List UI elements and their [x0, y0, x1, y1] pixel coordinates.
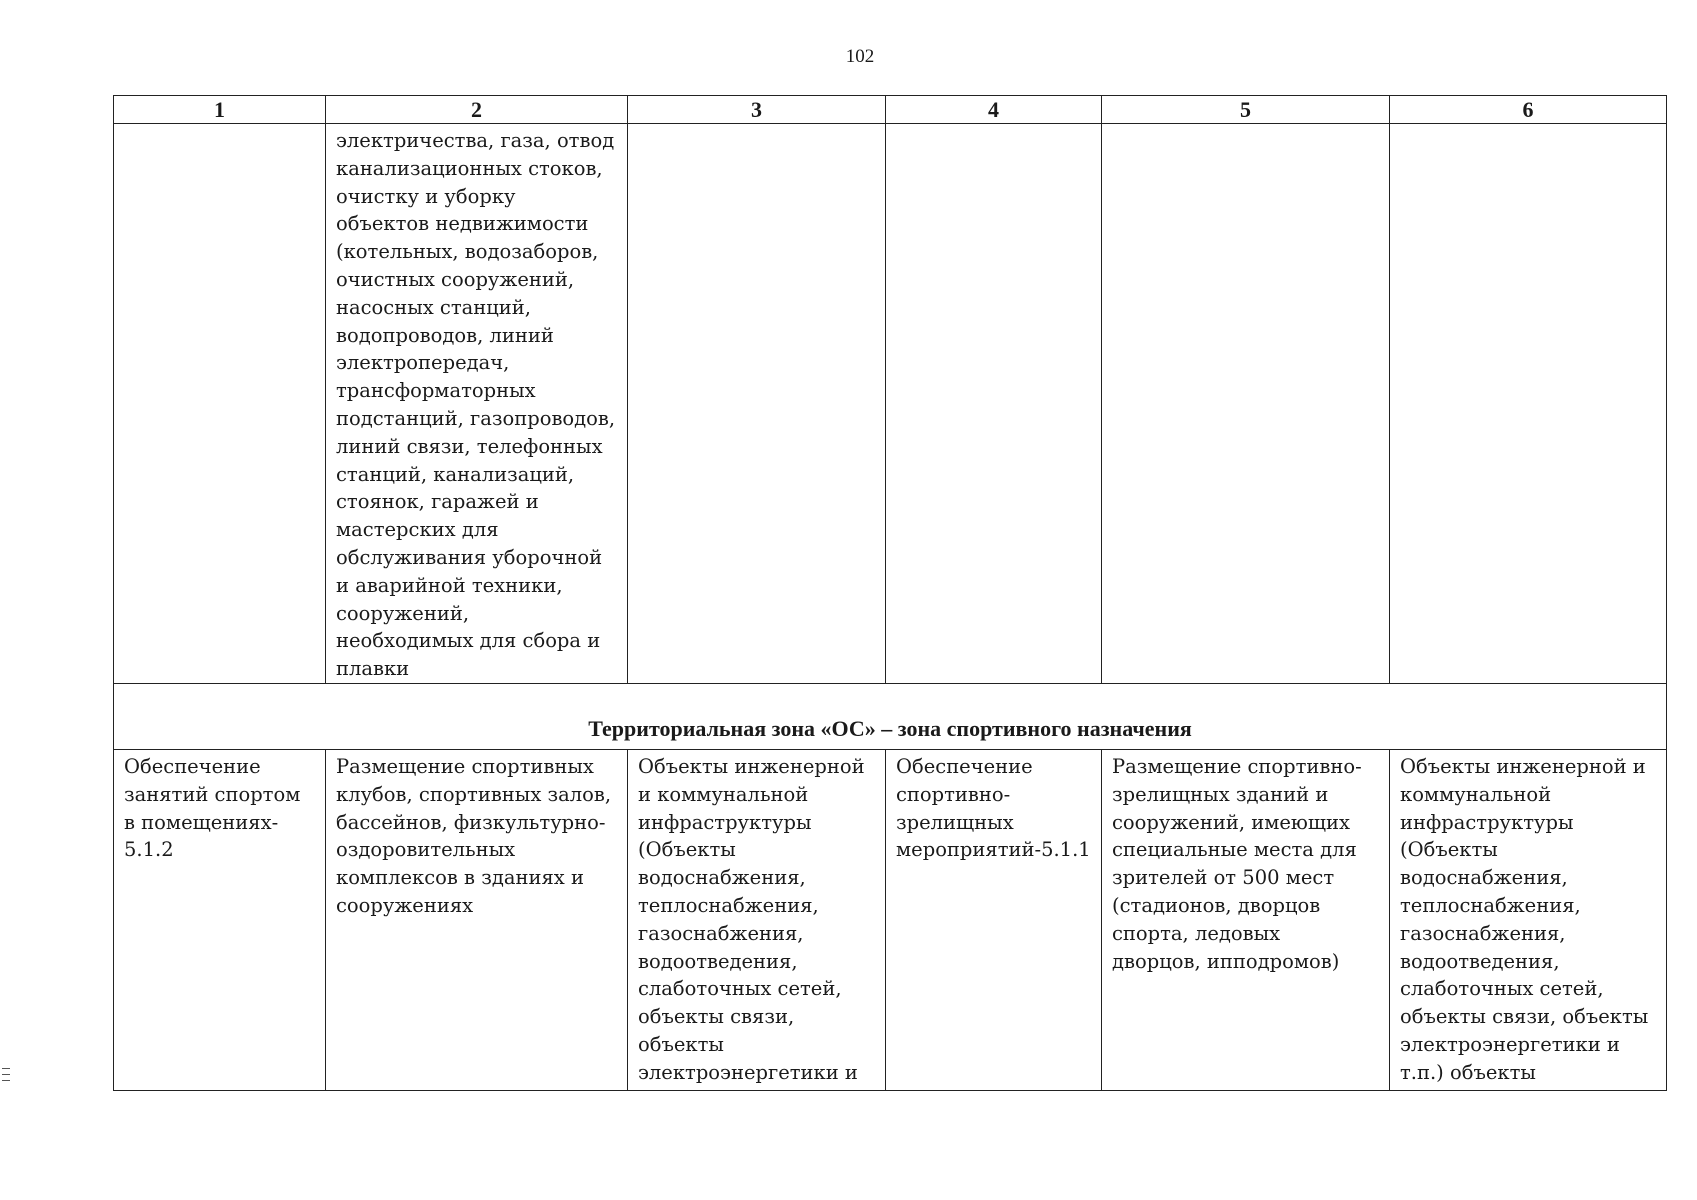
zone-heading-cell — [114, 684, 1667, 750]
column-header-1: 1 — [114, 96, 326, 124]
cell-text: Размещение спортивных клубов, спортивных залов, бассейнов, физкультурно- оздоровительных комплексов в зданиях и сооружениях — [336, 755, 612, 917]
column-header-5: 5 — [1102, 96, 1390, 124]
table-row — [114, 750, 1667, 1091]
table-cell — [628, 750, 886, 1091]
table-cell — [114, 750, 326, 1091]
cell-text: Объекты инженерной и коммунальной инфраструктуры (Объекты водоснабжения, теплоснабжения, газоснабжения, водоотведения, слаботочных сетей, объекты связи, объекты электроэнергетики и т.п.) объекты — [1400, 755, 1649, 1084]
table-cell — [114, 124, 326, 684]
cell-text: Размещение спортивно- зрелищных зданий и сооружений, имеющих специальные места для зрителей от 500 мест (стадионов, дворцов спорта, ледовых дворцов, ипподромов) — [1112, 755, 1362, 973]
table-cell — [1390, 750, 1667, 1091]
column-header-2: 2 — [326, 96, 628, 124]
column-header-4: 4 — [886, 96, 1102, 124]
zone-heading-row — [114, 684, 1667, 750]
column-header-6: 6 — [1390, 96, 1667, 124]
page-number: 102 — [845, 46, 875, 67]
column-number-header-row — [114, 96, 1667, 124]
table-row — [114, 124, 1667, 684]
table-cell — [1102, 750, 1390, 1091]
table-cell — [326, 124, 628, 684]
land-use-regulations-table — [113, 95, 1667, 1091]
table-cell — [1102, 124, 1390, 684]
cell-text: Обеспечение спортивно- зрелищных мероприятий-5.1.1 — [896, 755, 1091, 862]
table-cell — [1390, 124, 1667, 684]
zone-heading: Территориальная зона «ОС» – зона спортивного назначения — [588, 716, 1192, 742]
table-cell — [886, 124, 1102, 684]
cell-text: электричества, газа, отвод канализационных стоков, очистку и уборку объектов недвижимости (котельных, водозаборов, очистных сооружений, насосных станций, водопроводов, линий электропередач, трансформаторных подстанций, газопроводов, линий связи, телефонных станций, канализаций, стоянок, гаражей и мастерских для обслуживания уборочной и аварийной техники, сооружений, необходимых для сбора и плавки — [336, 129, 616, 681]
table-cell — [886, 750, 1102, 1091]
column-header-3: 3 — [628, 96, 886, 124]
cell-text: Обеспечение занятий спортом в помещениях- 5.1.2 — [124, 755, 301, 862]
table-cell — [326, 750, 628, 1091]
table-cell — [628, 124, 886, 684]
cell-text: Объекты инженерной и коммунальной инфраструктуры (Объекты водоснабжения, теплоснабжения, газоснабжения, водоотведения, слаботочных сетей, объекты связи, объекты электроэнергетики и — [638, 755, 865, 1084]
binding-margin-mark — [2, 1068, 10, 1090]
